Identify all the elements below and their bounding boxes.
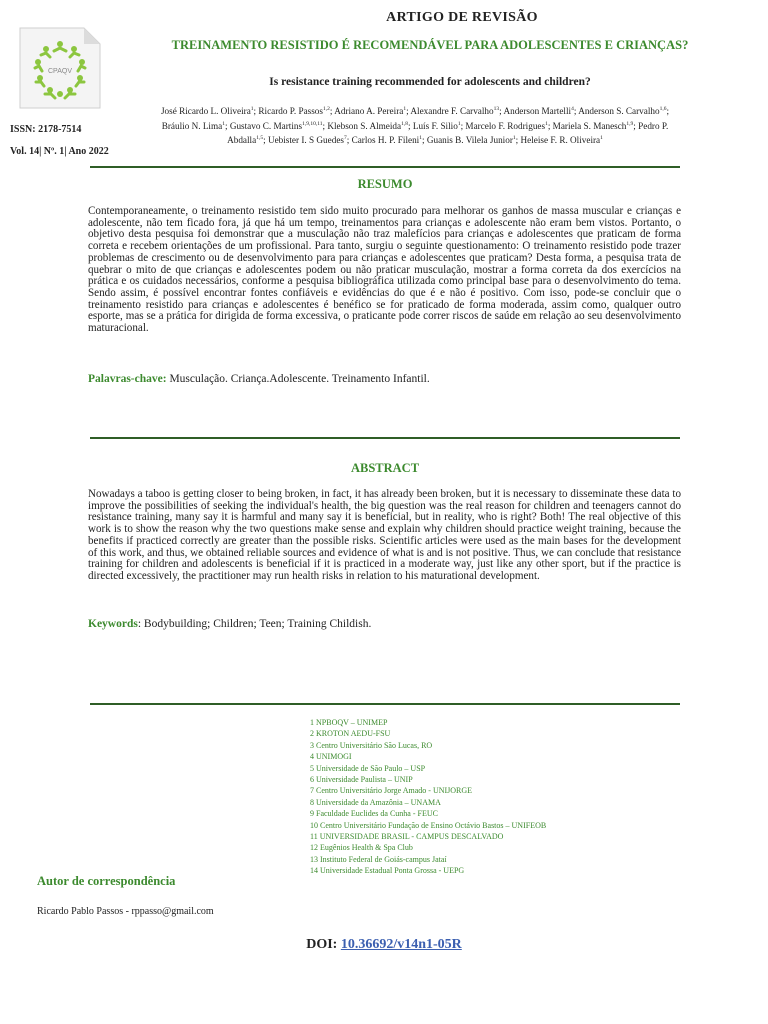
author-affiliation-number: 1,8 (401, 120, 408, 127)
author-name: Pedro P. Abdalla (227, 120, 669, 146)
author-name: Klebson S. Almeida (327, 120, 402, 131)
author-affiliation-number: 13 (493, 106, 500, 112)
author-affiliation-number: 1 (457, 120, 461, 127)
author-affiliation-number: 1,5 (256, 135, 264, 142)
title-portuguese: TREINAMENTO RESISTIDO É RECOMENDÁVEL PARA ADOLESCENTES E CRIANÇAS? (171, 38, 689, 52)
author-affiliation-number: 7 (343, 135, 347, 142)
author-name: Bráulio N. Lima (161, 120, 223, 131)
title-english: Is resistance training recommended for adolescents and children? (269, 76, 591, 88)
author-name: Gustavo C. Martins (229, 120, 303, 131)
author-name: Heleise F. R. Oliveira (520, 135, 601, 146)
author-list: José Ricardo L. Oliveira$^1$; Ricardo P. Passos$^{1,2}$; Adriano A. Pereira$^1$; Alexandre F. Carvalho$^{13}$; Anderson Martelli$^4$; Anderson S. Carvalho$^{1,6}$; Bráulio N. Lima$^1$; Gustavo C. Martins$^{1,9,10,11}$; Klebson S. Almeida$^{1,8}$; Luís F. Silio$^1$; Marcelo F. Rodrigues$^1$; Mariela S. Manesch$^{1,9}$; Pedro P. Abdalla$^{1,5}$; Uebister I. S Guedes$^7$; Carlos H. P. Fileni$^1$; Guanis B. Vilela Junior$^1$; Heleise F. R. Oliveira$^1$ (160, 106, 670, 146)
affiliation-item: 6 Universidade Paulista – UNIP (310, 775, 413, 785)
author-name: Luís F. Silio (412, 120, 458, 131)
abstract-keywords (88, 618, 681, 630)
affiliation-item: 11 UNIVERSIDADE BRASIL - CAMPUS DESCALVADO (310, 832, 504, 842)
author-name: Adriano A. Pereira (334, 106, 404, 117)
author-affiliation-number: 1,6 (659, 106, 667, 112)
author-name: Anderson Martelli (503, 106, 572, 117)
divider (90, 437, 680, 439)
doi-link[interactable]: 10.36692/v14n1-05R (340, 937, 462, 952)
affiliations-list (310, 717, 546, 877)
author-affiliation-number: 1,9,10,11 (302, 120, 323, 127)
journal-logo (14, 22, 104, 114)
resumo-heading: RESUMO (357, 177, 413, 191)
author-name: Guanis B. Vilela Junior (426, 135, 513, 146)
author-affiliation-number: 4 (571, 106, 574, 112)
author-affiliation-number: 1,2 (322, 106, 330, 112)
issn: ISSN: 2178-7514 (10, 124, 82, 135)
keywords-label: Keywords (88, 618, 138, 630)
correspondence-heading: Autor de correspondência (37, 874, 176, 888)
author-affiliation-number: 1 (600, 135, 603, 142)
affiliation-item: 2 KROTON AEDU-FSU (310, 729, 391, 739)
author-name: Carlos H. P. Fileni (351, 135, 420, 146)
abstract-heading: ABSTRACT (350, 461, 420, 475)
affiliation-item: 8 Universidade da Amazônia – UNAMA (310, 797, 441, 807)
author-name: José Ricardo L. Oliveira (160, 106, 251, 117)
resumo-text: Contemporaneamente, o treinamento resistido tem sido muito procurado para melhorar os ganhos de massa muscular e crianças e adolescente, não tem ficado fora, já que há um tempo, treinamentos para crianças e adolescente não eram bem vistos. Portanto, o objetivo desta pesquisa foi demonstrar que a musculação não traz malefícios para crianças e adolescentes que praticam de forma correta e recebem orientações de um profissional. Para tanto, surgiu o seguinte questionamento: O treinamento resistido pode trazer problemas de crescimento ou de desenvolvimento para para crianças e adolescentes que praticam? Desta forma, a pesquisa trata de quebrar o mito de que crianças e adolescentes podem ou não praticar musculação, mostrar a forma correta da dos exercícios na prática e os cuidados necessários, conforme a pesquisa bibliográfica utilizada como principal base para o desenvolvimento do tema. Sendo assim, é possível encontrar fontes confiáveis e evidências do que é e não é positivo. Com isso, pode-se concluir que o treinamento resistido para crianças e adolescentes é benéfico se for praticado de forma moderada, assim como, qualquer outro esporte, mas se a prática for dirigida de forma excessiva, o praticante pode correr riscos de saúde em relação ao seu desenvolvimento maturacional. (88, 205, 681, 335)
keywords-label: Palavras-chave: (88, 373, 167, 385)
author-name: Marcelo F. Rodrigues (465, 120, 546, 131)
affiliation-item: 14 Universidade Estadual Ponta Grossa - UEPG (310, 866, 465, 876)
affiliation-item: 13 Instituto Federal de Goiás-campus Jataí (310, 854, 447, 864)
keywords-text: Musculação. Criança.Adolescente. Treinamento Infantil. (169, 373, 430, 385)
author-affiliation-number: 1 (545, 120, 548, 127)
affiliation-item: 5 Universidade de São Paulo – USP (310, 763, 426, 773)
author-affiliation-number: 1 (222, 120, 225, 127)
doi (0, 937, 768, 953)
keywords-text: : Bodybuilding; Children; Teen; Training Childish. (137, 618, 372, 630)
affiliation-item: 1 NPBOQV – UNIMEP (310, 718, 388, 727)
cpaqv-logo-icon (14, 22, 104, 114)
correspondence-contact: Ricardo Pablo Passos - rppasso@gmail.com (37, 906, 214, 917)
author-affiliation-number: 1,9 (626, 120, 634, 127)
author-affiliation-number: 1 (403, 106, 407, 112)
author-affiliation-number: 1 (250, 106, 254, 112)
divider (90, 703, 680, 705)
affiliation-item: 10 Centro Universitário Fundação de Ensino Octávio Bastos – UNIFEOB (310, 820, 547, 830)
author-name: Alexandre F. Carvalho (410, 106, 494, 117)
volume-info: Vol. 14| Nº. 1| Ano 2022 (10, 146, 109, 157)
affiliation-item: 3 Centro Universitário São Lucas, RO (310, 740, 433, 750)
section-type: ARTIGO DE REVISÃO (386, 10, 538, 25)
affiliation-item: 12 Eugênios Health & Spa Club (310, 843, 413, 853)
affiliation-item: 4 UNIMOGI (310, 752, 352, 762)
author-name: Ricardo P. Passos (258, 106, 323, 117)
author-name: Mariela S. Manesch (552, 120, 627, 131)
svg-text:CPAQV: CPAQV (48, 68, 72, 75)
divider (90, 166, 680, 168)
author-name: Uebister I. S Guedes (267, 135, 344, 146)
author-name: Anderson S. Carvalho (578, 106, 660, 117)
abstract-text: Nowadays a taboo is getting closer to being broken, in fact, it has already been broken, but it is necessary to disseminate these data to improve the possibilities of seeking the individual's health, the big question was the real reason for children and teenagers cannot do resistance training, many say it is harmful and many say it is beneficial, but in reality, who is right? Both! The real objective of this work is to show the reason why the two questions make sense and explain why children should practice weight training, because the benefits if practiced correctly are greater than the possible risks. Scientific articles were used as the main bases for the development of this work, and thus, we obtained reliable sources and evidence of what is and is not positive. Thus, we can conclude that resistance training for children and adolescents is beneficial if it is practiced in a moderate way, just like any other sport, but if the practice is directed excessively, the practitioner may run health risks in relation to his maturational development. (88, 488, 681, 582)
affiliation-item: 7 Centro Universitário Jorge Amado - UNIJORGE (310, 786, 473, 796)
resumo-keywords (88, 373, 681, 385)
author-affiliation-number: 1 (512, 135, 516, 142)
doi-label: DOI: (306, 937, 338, 952)
affiliation-item: 9 Faculdade Euclides da Cunha - FEUC (310, 809, 438, 819)
author-affiliation-number: 1 (419, 135, 422, 142)
